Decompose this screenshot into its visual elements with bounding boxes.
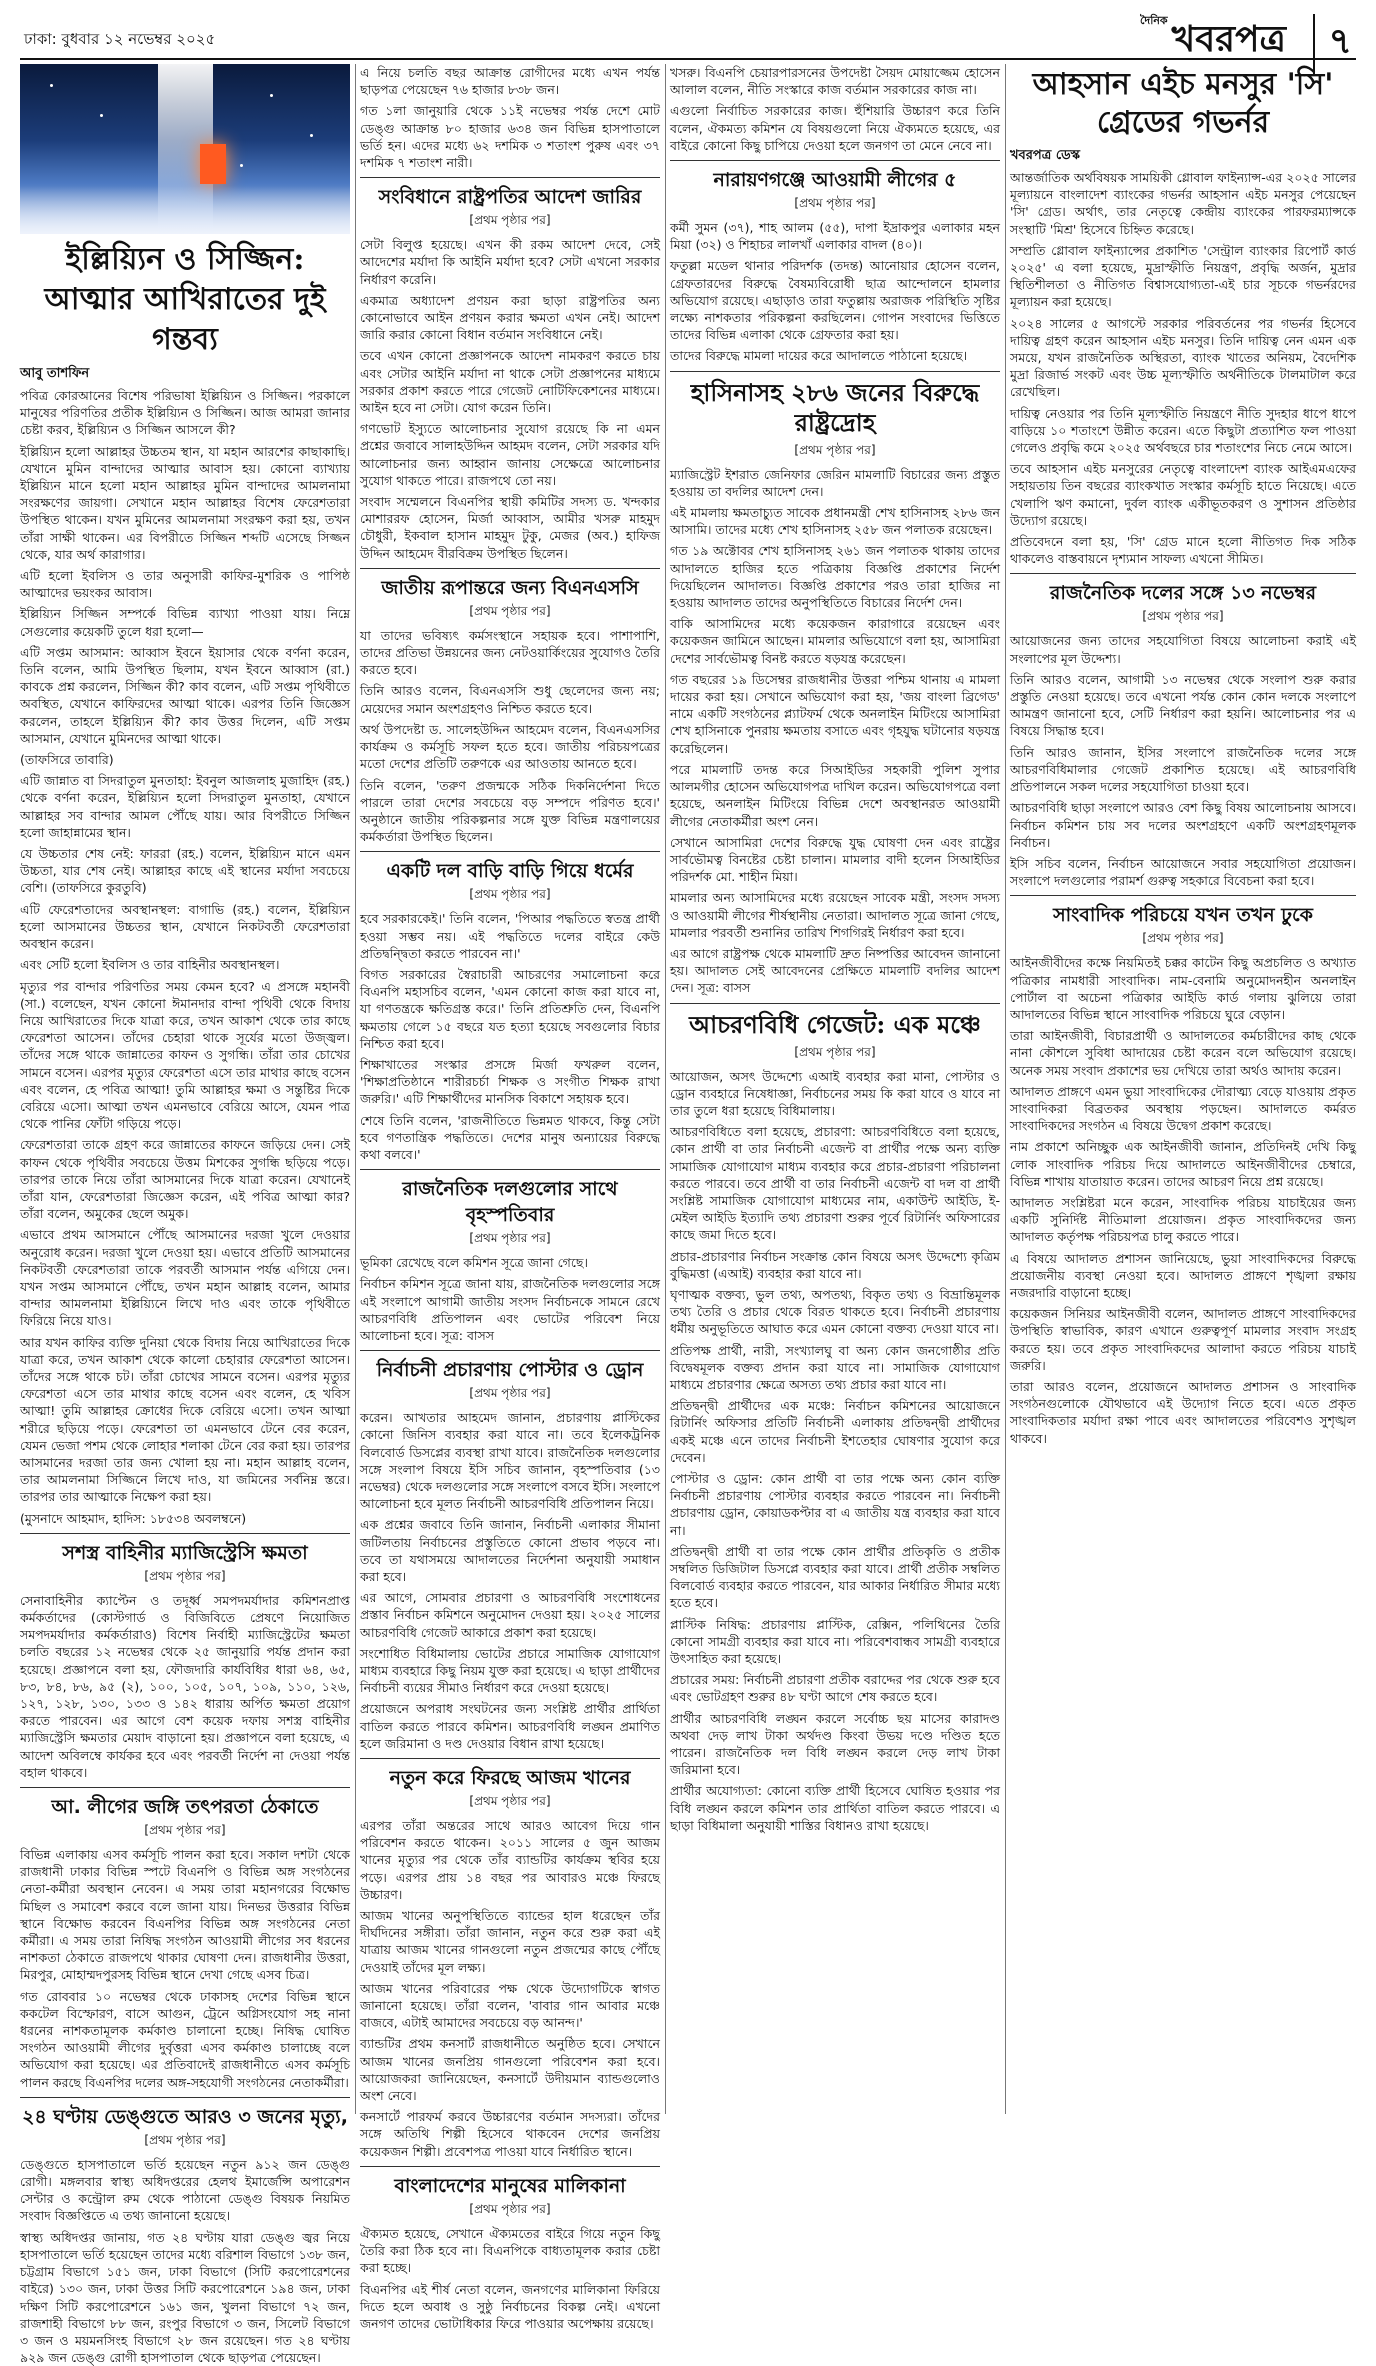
paragraph: এটি জান্নাত বা সিদরাতুল মুনতাহা: ইবনুল আজলাহ মুজাহিদ (রহ.) থেকে বর্ণনা করেন, ইল্লিয়্যিন হলো সিদরাতুল মুনতাহা, যেখানে আল্লাহর সব বান্দার আমল পৌঁছে যায়। আর বিপরীতে সিজ্জিন হলো জাহান্নামের স্থান।	[20, 773, 350, 840]
continuation-label: [প্রথম পৃষ্ঠার পর]	[469, 1794, 551, 1809]
paragraph: আন্তর্জাতিক অর্থবিষয়ক সাময়িকী গ্লোবাল ফাইন্যান্স-এর ২০২৫ সালের মূল্যায়নে বাংলাদেশ ব্যাংকের গভর্নর আহসান এইচ মনসুর পেয়েছেন 'সি' গ্রেড। অর্থাৎ, তার নেতৃত্বে কেন্দ্রীয় ব্যাংকের পারফরম্যান্সকে সংস্থাটি 'মিশ্র' হিসেবে চিহ্নিত করেছে।	[1010, 170, 1356, 237]
separator	[20, 1787, 350, 1788]
continuation-label: [প্রথম পৃষ্ঠার পর]	[794, 196, 876, 211]
paragraph: খসরু। বিএনপি চেয়ারপারসনের উপদেষ্টা সৈয়দ মোয়াজ্জেম হোসেন আলাল বলেন, নীতি সংস্কারে কাজ বর্তমান সরকারের কাজ না।	[670, 65, 1000, 98]
paragraph: ঐক্যমত হয়েছে, সেখানে ঐক্যমতের বাইরে গিয়ে নতুন কিছু তৈরি করা ঠিক হবে না। বিএনপিকে বাধ্যতামূলক করার চেষ্টা করা হচ্ছে।	[360, 2225, 660, 2276]
paragraph: তবে এখন কোনো প্রজ্ঞাপনকে আদেশ নামকরণ করতে চায় এবং সেটার আইনি মর্যাদা না থাকে সেটা প্রজ্ঞাপনের মাধ্যমে সরকার প্রকাশ করতে পারে গেজেট নোটিফিকেশনের মাধ্যমে। আইন হবে না সেটা। যোগ করেন তিনি।	[360, 348, 660, 416]
glowing-door	[200, 144, 226, 184]
paragraph: পবিত্র কোরআনের বিশেষ পরিভাষা ইল্লিয়্যিন ও সিজ্জিন। পরকালে মানুষের পরিণতির প্রতীক ইল্লিয়্যিন ও সিজ্জিন। আজ আমরা জানার চেষ্টা করব, ইল্লিয়্যিন ও সিজ্জিন আসলে কী?	[20, 388, 350, 438]
headline-rape: একটি দল বাড়ি বাড়ি গিয়ে ধর্মের	[386, 860, 634, 883]
paragraph: শিক্ষাখাতের সংস্কার প্রসঙ্গে মির্জা ফখরুল বলেন, 'শিক্ষাপ্রতিষ্ঠানে শারীরচর্চা শিক্ষক ও সংগীত শিক্ষক রাখা জরুরি।' এটি শিক্ষার্থীদের মানসিক বিকাশে সহায়ক হবে।	[360, 1056, 660, 1107]
byline-governor: খবরপত্র ডেস্ক	[1010, 148, 1081, 163]
separator	[20, 2097, 350, 2098]
star	[310, 134, 313, 137]
paragraph: মামলার অন্য আসামিদের মধ্যে রয়েছেন সাবেক মন্ত্রী, সংসদ সদস্য ও আওয়ামী লীগের শীর্ষস্থানীয় নেতারা। আদালত সূত্রে জানা গেছে, মামলার পরবর্তী শুনানির তারিখ শিগগিরই নির্ধারণ করা হবে।	[670, 890, 1000, 940]
continuation-label: [প্রথম পৃষ্ঠার পর]	[469, 1231, 551, 1246]
continuation-label: [প্রথম পৃষ্ঠার পর]	[794, 1044, 876, 1059]
continuation-label: [প্রথম পৃষ্ঠার পর]	[144, 1568, 226, 1583]
continuation-label: [প্রথম পৃষ্ঠার পর]	[794, 442, 876, 457]
paragraph: প্রার্থীর আচরণবিধি লঙ্ঘন করলে সর্বোচ্চ ছয় মাসের কারাদণ্ড অথবা দেড় লাখ টাকা অর্থদণ্ড কিংবা উভয় দণ্ডে দণ্ডিত হতে পারেন। রাজনৈতিক দল বিধি লঙ্ঘন করলে দেড় লাখ টাকা জরিমানা হবে।	[670, 1710, 1000, 1778]
paragraph: ম্যাজিস্ট্রেট ইশরাত জেনিফার জেরিন মামলাটি বিচারের জন্য প্রস্তুত হওয়ায় তা বদলির আদেশ দেন।	[670, 466, 1000, 499]
newspaper-logo	[1140, 12, 1286, 72]
paragraph: আদালত সংশ্লিষ্টরা মনে করেন, সাংবাদিক পরিচয় যাচাইয়ের জন্য একটি সুনির্দিষ্ট নীতিমালা প্রয়োজন। প্রকৃত সাংবাদিকদের জন্য আদালত কর্তৃপক্ষ পরিচয়পত্র চালু করতে পারে।	[1010, 1194, 1356, 1245]
paragraph: প্রচারের সময়: নির্বাচনী প্রচারণা প্রতীক বরাদ্দের পর থেকে শুরু হবে এবং ভোটগ্রহণ শুরুর ৪৮ ঘণ্টা আগে শেষ করতে হবে।	[670, 1672, 1000, 1705]
paragraph: বিএনপির এই শীর্ষ নেতা বলেন, জনগণের মালিকানা ফিরিয়ে দিতে হলে অবাধ ও সুষ্ঠু নির্বাচনের বিকল্প নেই। এখনো জনগণ তাদের ভোটাধিকার ফিরে পাওয়ার অপেক্ষায় রয়েছে।	[360, 2281, 660, 2331]
paragraph: সেটা বিলুপ্ত হয়েছে। এখন কী রকম আদেশ দেবে, সেই আদেশের মর্যাদা কি আইনি মর্যাদা হবে? সেটা এখনো সরকার নির্ধারণ করেনি।	[360, 237, 660, 287]
paragraph: যে উচ্চতার শেষ নেই: ফাররা (রহ.) বলেন, ইল্লিয়্যিন মানে এমন উচ্চতা, যার শেষ নেই। আল্লাহর কাছে এই স্থানের মর্যাদা সবচেয়ে বেশি। (তাফসিরে কুরতুবি)	[20, 846, 350, 896]
paragraph: ঘৃণাত্মক বক্তব্য, ভুল তথ্য, অপতথ্য, বিকৃত তথ্য ও বিভ্রান্তিমূলক তথ্য তৈরি ও প্রচার থেকে বিরত থাকতে হবে। নির্বাচনী প্রচারণায় ধর্মীয় অনুভূতিতে আঘাত করে এমন কোনো বক্তব্য দেওয়া যাবে না।	[670, 1286, 1000, 1337]
paragraph: এ বিষয়ে আদালত প্রশাসন জানিয়েছে, ভুয়া সাংবাদিকদের বিরুদ্ধে প্রয়োজনীয় ব্যবস্থা নেওয়া হবে। আদালত প্রাঙ্গণে শৃঙ্খলা রক্ষায় নজরদারি বাড়ানো হচ্ছে।	[1010, 1250, 1356, 1300]
paragraph: ব্যান্ডটির প্রথম কনসার্ট রাজধানীতে অনুষ্ঠিত হবে। সেখানে আজম খানের জনপ্রিয় গানগুলো পরিবেশন করা হবে। আয়োজকরা জানিয়েছেন, কনসার্টে উদীয়মান ব্যান্ডগুলোও অংশ নেবে।	[360, 2036, 660, 2104]
paragraph: এক প্রশ্নের জবাবে তিনি জানান, নির্বাচনী এলাকার সীমানা জটিলতায় নির্বাচনের প্রস্তুতিতে কোনো প্রভাব পড়বে না। তবে তা যথাসময়ে আদালতের নির্দেশনা অনুযায়ী সমাধান করা হবে।	[360, 1517, 660, 1584]
continuation-label: [প্রথম পৃষ্ঠার পর]	[1142, 931, 1224, 946]
separator	[670, 1003, 1000, 1004]
column-3	[670, 64, 1000, 2114]
paragraph: তবে আহসান এইচ মনসুরের নেতৃত্বে বাংলাদেশ ব্যাংক আইএমএফের সহায়তায় তিন বছরের ব্যাংকখাত সংস্কার কর্মসূচি হাতে নিয়েছে। এতে খেলাপি ঋণ কমানো, দুর্বল ব্যাংক একীভূতকরণ ও সুশাসন প্রতিষ্ঠার উদ্যোগ রয়েছে।	[1010, 461, 1356, 528]
byline-illiyin: আবু তাশফিন	[20, 366, 90, 381]
paragraph: বিভিন্ন এলাকায় এসব কর্মসূচি পালন করা হবে। সকাল দশটা থেকে রাজধানী ঢাকার বিভিন্ন স্পটে বিএনপি ও বিভিন্ন অঙ্গ সংগঠনের নেতা-কর্মীরা অবস্থান নেবেন। এ সময় তারা মহানগরের বিক্ষোভ মিছিল ও সমাবেশ করবে বলে জানা যায়। দিনভর উত্তরার বিভিন্ন স্থানে বিক্ষোভ করবেন বিএনপির বিভিন্ন অঙ্গ সংগঠনের নেতা কর্মীরা। এ সময় তারা নিষিদ্ধ সংগঠন আওয়ামী লীগের সব ধরনের নাশকতা ঠেকাতে রাজপথে থাকার ঘোষণা দেন। রাজধানীর উত্তরা, মিরপুর, মোহাম্মদপুরসহ বিভিন্ন স্থানে দেখা গেছে এসব চিত্র।	[20, 1847, 350, 1983]
headline-code-of-conduct: আচরণবিধি গেজেট: এক মঞ্চে	[689, 1009, 981, 1039]
paragraph: প্রার্থীর অযোগ্যতা: কোনো ব্যক্তি প্রার্থী হিসেবে ঘোষিত হওয়ার পর বিধি লঙ্ঘন করলে কমিশন তার প্রার্থিতা বাতিল করতে পারবে। এ ছাড়া বিধিমালা অনুযায়ী শাস্তির বিধানও রাখা হয়েছে।	[670, 1783, 1000, 1833]
column-2	[360, 64, 660, 2331]
paragraph: এই মামলায় ক্ষমতাচ্যুত সাবেক প্রধানমন্ত্রী শেখ হাসিনাসহ ২৮৬ জন আসামি। তাদের মধ্যে শেখ হাসিনাসহ ২৫৮ জন পলাতক রয়েছেন।	[670, 505, 1000, 538]
paragraph: আইনজীবীদের কক্ষে নিয়মিতই চক্কর কাটেন কিছু অপ্রচলিত ও অখ্যাত পত্রিকার নামধারী সাংবাদিক। নাম-বেনামি অনুমোদনহীন অনলাইন পোর্টাল বা অচেনা পত্রিকার আইডি কার্ড গলায় ঝুলিয়ে তারা আদালতের বিভিন্ন স্থানে সাংবাদিক পরিচয়ে ঘুরে বেড়ান।	[1010, 955, 1356, 1022]
paragraph: নাম প্রকাশে অনিচ্ছুক এক আইনজীবী জানান, প্রতিদিনই দেখি কিছু লোক সাংবাদিক পরিচয় দিয়ে আদালতে আইনজীবীদের চেম্বারে, বিভিন্ন শাখায় যাতায়াত করেন। তাদের আচরণ নিয়ে প্রশ্ন রয়েছে।	[1010, 1139, 1356, 1189]
headline-al-militancy: আ. লীগের জঙ্গি তৎপরতা ঠেকাতে	[51, 1796, 319, 1819]
headline-political-parties: রাজনৈতিক দলের সঙ্গে ১৩ নভেম্বর	[1049, 582, 1317, 605]
paragraph: ফতুল্লা মডেল থানার পরিদর্শক (তদন্ত) আনোয়ার হোসেন বলেন, গ্রেফতারদের বিরুদ্ধে বৈষম্যবিরোধী ছাত্র আন্দোলনে হামলার অভিযোগ রয়েছে। এছাড়াও তারা ফতুল্লায় অরাজক পরিস্থিতি সৃষ্টির লক্ষ্যে নাশকতার পরিকল্পনা করছিলেন। গোপন সংবাদের ভিত্তিতে তাদের বিভিন্ন এলাকা থেকে গ্রেফতার করা হয়।	[670, 258, 1000, 343]
headline-bnp-national: জাতীয় রূপান্তরে জন্য বিএনএসসি	[381, 576, 639, 599]
paragraph: প্রতিদ্বন্দ্বী প্রার্থীদের এক মঞ্চে: নির্বাচন কমিশনের আয়োজনে রিটার্নিং অফিসার প্রতিটি নির্বাচনী এলাকায় প্রতিদ্বন্দ্বী প্রার্থীদের একই মঞ্চে এনে তাদের নির্বাচনী ইশতেহার ঘোষণার সুযোগ করে দেবেন।	[670, 1398, 1000, 1465]
paragraph: প্রচার-প্রচারণার নির্বাচন সংক্রান্ত কোন বিষয়ে অসৎ উদ্দেশ্যে কৃত্রিম বুদ্ধিমত্তা (এআই) ব্যবহার করা যাবে না।	[670, 1248, 1000, 1281]
paragraph: আচরণবিধিতে বলা হয়েছে, প্রচারণা: আচরণবিধিতে বলা হয়েছে, কোন প্রার্থী বা তার নির্বাচনী এজেন্ট বা প্রার্থীর পক্ষে অন্য ব্যক্তি সামাজিক যোগাযোগ মাধ্যম ব্যবহার করে প্রচার-প্রচারণা পরিচালনা করতে পারবে। তবে প্রার্থী বা তার নির্বাচনী এজেন্ট বা দল বা প্রার্থী সংশ্লিষ্ট সামাজিক যোগাযোগ মাধ্যমের নাম, একাউন্ট আইডি, ই-মেইল আইডি ইত্যাদি তথ্য প্রচারণা শুরুর পূর্বে রিটার্নিং অফিসারের কাছে জমা দিতে হবে।	[670, 1124, 1000, 1243]
paragraph: স্বাস্থ্য অধিদপ্তর জানায়, গত ২৪ ঘণ্টায় যারা ডেঙ্গু জ্বর নিয়ে হাসপাতালে ভর্তি হয়েছেন তাদের মধ্যে বরিশাল বিভাগে ১৩৮ জন, চট্টগ্রাম বিভাগে ১৫১ জন, ঢাকা বিভাগে (সিটি করপোরেশনের বাইরে) ১৩০ জন, ঢাকা উত্তর সিটি করপোরেশনে ১৯৪ জন, ঢাকা দক্ষিণ সিটি করপোরেশনে ১৬১ জন, খুলনা বিভাগে ৭২ জন, রাজশাহী বিভাগে ৮৮ জন, রংপুর বিভাগে ৩ জন, সিলেট বিভাগে ৩ জন ও ময়মনসিংহ বিভাগে ২৮ জন রয়েছেন। গত ২৪ ঘণ্টায় ৯২৯ জন ডেঙ্গু রোগী হাসপাতাল থেকে ছাড়পত্র পেয়েছেন।	[20, 2229, 350, 2366]
clouds	[20, 186, 350, 234]
paragraph: হবে সরকারকেই।' তিনি বলেন, 'পিআর পদ্ধতিতে স্বতন্ত্র প্রার্থী হওয়া সম্ভব নয়। এই পদ্ধতিতে দলের বাইরে কেউ প্রতিদ্বন্দ্বিতা করতে পারবেন না।'	[360, 911, 660, 961]
star	[270, 94, 273, 97]
separator	[360, 851, 660, 852]
paragraph: প্রতিদ্বন্দ্বী প্রার্থী বা তার পক্ষে কোন প্রার্থীর প্রতিকৃতি ও প্রতীক সম্বলিত ডিজিটাল ডিসপ্লে ব্যবহার করা যাবে। প্রার্থী প্রতীক সম্বলিত বিলবোর্ড ব্যবহার করতে পারবেন, যার আকার নির্ধারিত সীমার মধ্যে হতে হবে।	[670, 1543, 1000, 1611]
paragraph: তারা আরও বলেন, প্রয়োজনে আদালত প্রশাসন ও সাংবাদিক সংগঠনগুলোকে যৌথভাবে এই উদ্যোগ নিতে হবে। এতে প্রকৃত সাংবাদিকতার মর্যাদা রক্ষা পাবে এবং আদালতের পরিবেশও সুশৃঙ্খল থাকবে।	[1010, 1378, 1356, 1446]
separator	[670, 371, 1000, 372]
separator	[1010, 573, 1356, 574]
column-rule	[355, 64, 356, 2114]
paragraph: আজম খানের পরিবারের পক্ষ থেকে উদ্যোগটিকে স্বাগত জানানো হয়েছে। তাঁরা বলেন, 'বাবার গান আবার মঞ্চে বাজবে, এটাই আমাদের সবচেয়ে বড় আনন্দ।'	[360, 1980, 660, 2031]
paragraph: ডেঙ্গুতে হাসপাতালে ভর্তি হয়েছেন নতুন ৯১২ জন ডেঙ্গু রোগী। মঙ্গলবার স্বাস্থ্য অধিদপ্তরের হেলথ ইমার্জেন্সি অপারেশন সেন্টার ও কন্ট্রোল রুম থেকে পাঠানো ডেঙ্গু বিষয়ক নিয়মিত সংবাদ বিজ্ঞপ্তিতে এ তথ্য জানানো হয়েছে।	[20, 2156, 350, 2224]
paragraph: একমাত্র অধ্যাদেশ প্রণয়ন করা ছাড়া রাষ্ট্রপতির অন্য কোনোভাবে আইন প্রণয়ন করার ক্ষমতা এখন নেই। আদেশ জারি করার কোনো বিধান বর্তমান সংবিধানে নেই।	[360, 292, 660, 343]
paragraph: এর আগে রাষ্ট্রপক্ষ থেকে মামলাটি দ্রুত নিষ্পত্তির আবেদন জানানো হয়। আদালত সেই আবেদনের প্রেক্ষিতে মামলাটি বদলির আদেশ দেন। সূত্র: বাসস	[670, 945, 1000, 996]
paragraph: তারা আইনজীবী, বিচারপ্রার্থী ও আদালতের কর্মচারীদের কাছ থেকে নানা কৌশলে সুবিধা আদায়ের চেষ্টা করেন বলে অভিযোগ রয়েছে। অনেক সময় সংবাদ প্রকাশের ভয় দেখিয়ে তারা অর্থও আদায় করেন।	[1010, 1028, 1356, 1078]
separator	[360, 568, 660, 569]
paragraph: নির্বাচন কমিশন সূত্রে জানা যায়, রাজনৈতিক দলগুলোর সঙ্গে এই সংলাপে আগামী জাতীয় সংসদ নির্বাচনকে সামনে রেখে আচরণবিধি প্রতিপালন এবং ভোটের পরিবেশ নিয়ে আলোচনা হবে। সূত্র: বাসস	[360, 1276, 660, 1343]
continuation-label: [প্রথম পৃষ্ঠার পর]	[469, 887, 551, 902]
paragraph: সংবাদ সম্মেলনে বিএনপির স্থায়ী কমিটির সদস্য ড. খন্দকার মোশাররফ হোসেন, মির্জা আব্বাস, আমীর খসরু মাহমুদ চৌধুরী, ইকবাল হাসান মাহমুদ টুকু, মেজর (অব.) হাফিজ উদ্দিন আহমেদ বীরবিক্রম উপস্থিত ছিলেন।	[360, 494, 660, 561]
paragraph: প্রতিবেদনে বলা হয়, 'সি' গ্রেড মানে হলো নীতিগত দিক সঠিক থাকলেও বাস্তবায়নে দৃশ্যমান সাফল্য এখনো সীমিত।	[1010, 534, 1356, 567]
paragraph: ভূমিকা রেখেছে বলে কমিশন সূত্রে জানা গেছে।	[360, 1255, 588, 1271]
paragraph: করেন। আখতার আহমেদ জানান, প্রচারণায় প্লাস্টিকের কোনো জিনিস ব্যবহার করা যাবে না। তবে ইলেকট্রনিক বিলবোর্ড ডিসপ্লের ব্যবস্থা রাখা যাবে। রাজনৈতিক দলগুলোর সঙ্গে সংলাপ বিষয়ে ইসি সচিব জানান, বৃহস্পতিবার (১৩ নভেম্বর) থেকে দলগুলোর সঙ্গে সংলাপে বসবে ইসি। সংলাপে আলোচনা হবে মূলত নির্বাচনী আচরণবিধি প্রতিপালন নিয়ে।	[360, 1410, 660, 1512]
continuation-label: [প্রথম পৃষ্ঠার পর]	[469, 213, 551, 228]
separator	[360, 2166, 660, 2167]
star	[240, 164, 243, 167]
headline-hasina: হাসিনাসহ ২৮৬ জনের বিরুদ্ধে রাষ্ট্রদ্রোহ	[690, 377, 980, 437]
column-rule	[665, 64, 666, 2114]
paragraph: বাকি আসামিদের মধ্যে কয়েকজন কারাগারে রয়েছেন এবং কয়েকজন জামিনে আছেন। মামলার অভিযোগে বলা হয়, আসামিরা দেশের সার্বভৌমত্ব বিনষ্ট করতে ষড়যন্ত্র করেছেন।	[670, 616, 1000, 666]
paragraph: গত বছরের ১৯ ডিসেম্বর রাজধানীর উত্তরা পশ্চিম থানায় এ মামলা দায়ের করা হয়। সেখানে অভিযোগ করা হয়, 'জয় বাংলা ব্রিগেড' নামে একটি সংগঠনের প্ল্যাটফর্ম থেকে অনলাইন মিটিংয়ে আসামিরা শেখ হাসিনাকে পুনরায় ক্ষমতায় বসাতে এবং গৃহযুদ্ধ ঘটানোর ষড়যন্ত্র করেছিলেন।	[670, 671, 1000, 756]
paragraph: তিনি আরও বলেন, আগামী ১৩ নভেম্বর থেকে সংলাপ শুরু করার প্রস্তুতি নেওয়া হয়েছে। তবে এখনো পর্যন্ত কোন কোন দলকে সংলাপে আমন্ত্রণ জানানো হবে, সেটি নির্ধারণ করা হয়নি। আলোচনার পর এ বিষয়ে সিদ্ধান্ত হবে।	[1010, 671, 1356, 739]
paragraph: তিনি আরও বলেন, বিএনএসসি শুধু ছেলেদের জন্য নয়; মেয়েদের সমান অংশগ্রহণও নিশ্চিত করতে হবে।	[360, 683, 660, 716]
star	[100, 114, 103, 117]
headline-thursday: রাজনৈতিক দলগুলোর সাথে বৃহস্পতিবার	[402, 1178, 618, 1227]
article-photo	[20, 64, 350, 234]
logo-text: খবরপত্র	[1171, 18, 1286, 60]
paragraph: গণভোট ইস্যুতে আলোচনার সুযোগ রয়েছে কি না এমন প্রশ্নের জবাবে সালাহউদ্দিন আহমদ বলেন, সেটা সরকার যদি আলোচনার জন্য আহ্বান জানায় সেক্ষেত্রে আলোচনার সুযোগ থাকতে পারে। রাজপথে তো নয়।	[360, 421, 660, 488]
paragraph: শেষে তিনি বলেন, 'রাজনীতিতে ভিন্নমত থাকবে, কিন্তু সেটা হবে গণতান্ত্রিক পদ্ধতিতে। দেশের মানুষ অন্যায়ের বিরুদ্ধে কথা বলবে।'	[360, 1112, 660, 1162]
paragraph: গত ১৯ অক্টোবর শেখ হাসিনাসহ ২৬১ জন পলাতক থাকায় তাদের আদালতে হাজির হতে পত্রিকায় বিজ্ঞপ্তি প্রকাশের নির্দেশ দিয়েছিলেন আদালত। বিজ্ঞপ্তি প্রকাশের পরও তারা হাজির না হওয়ায় আদালত তাদের অনুপস্থিতিতে বিচারের নির্দেশ দেন।	[670, 543, 1000, 611]
paragraph: যা তাদের ভবিষ্যৎ কর্মসংস্থানে সহায়ক হবে। পাশাপাশি, তাদের প্রতিভা উন্নয়নের জন্য নেটওয়ার্কিংয়ের সুযোগও তৈরি করতে হবে।	[360, 627, 660, 678]
paragraph: বিগত সরকারের স্বৈরাচারী আচরণের সমালোচনা করে বিএনপি মহাসচিব বলেন, 'এমন কোনো কাজ করা যাবে না, যা গণতন্ত্রকে ক্ষতিগ্রস্ত করে।' তিনি প্রতিশ্রুতি দেন, বিএনপি ক্ষমতায় গেলে ১৫ বছরে যত হত্যা হয়েছে সবগুলোর বিচার নিশ্চিত করা হবে।	[360, 966, 660, 1051]
headline-governor: আহসান এইচ মনসুর 'সি' গ্রেডের গভর্নর	[1032, 67, 1334, 140]
column-1	[20, 64, 350, 2366]
paragraph: এরপর তাঁরা অন্তরের সাথে আরও আবেগ দিয়ে গান পরিবেশন করতে থাকেন। ২০১১ সালের ৫ জুন আজম খানের মৃত্যুর পর থেকে তাঁর ব্যান্ডটির কার্যক্রম স্থবির হয়ে পড়ে। এরপর প্রায় ১৪ বছর পর আবারও মঞ্চে ফিরছে উচ্চারণ।	[360, 1818, 660, 1902]
logo-prefix: দৈনিক	[1139, 14, 1168, 27]
paragraph: এটি ফেরেশতাদের অবস্থানস্থল: বাগাভি (রহ.) বলেন, ইল্লিয়্যিন হলো আসমানের উচ্চতর স্থান, যেখানে নিকটবর্তী ফেরেশতারা অবস্থান করেন।	[20, 901, 350, 952]
paragraph: পরে মামলাটি তদন্ত করে সিআইডির সহকারী পুলিশ সুপার আলমগীর হোসেন অভিযোগপত্র দাখিল করেন। অভিযোগপত্রে বলা হয়েছে, অনলাইন মিটিংয়ে বিভিন্ন দেশে অবস্থানরত আওয়ামী লীগের নেতাকর্মীরা অংশ নেন।	[670, 761, 1000, 829]
separator	[360, 1758, 660, 1759]
paragraph: পোস্টার ও ড্রোন: কোন প্রার্থী বা তার পক্ষে অন্য কোন ব্যক্তি নির্বাচনী প্রচারণায় পোস্টার ব্যবহার করতে পারবেন না। নির্বাচনী প্রচারণায় ড্রোন, কোয়াডকপ্টার বা এ জাতীয় যন্ত্র ব্যবহার করা যাবে না।	[670, 1471, 1000, 1538]
paragraph: আচরণবিধি ছাড়া সংলাপে আরও বেশ কিছু বিষয় আলোচনায় আসবে। নির্বাচন কমিশন চায় সব দলের অংশগ্রহণে একটি অংশগ্রহণমূলক নির্বাচন।	[1010, 800, 1356, 850]
headline-journalists: সাংবাদিক পরিচয়ে যখন তখন ঢুকে	[1053, 904, 1313, 927]
headline-illiyin: ইল্লিয়্যিন ও সিজ্জিন: আত্মার আখিরাতের দুই গন্তব্য	[44, 242, 326, 357]
paragraph: ইসি সচিব বলেন, নির্বাচন আয়োজনে সবার সহযোগিতা প্রয়োজন। সংলাপে দলগুলোর পরামর্শ গুরুত্ব সহকারে বিবেচনা করা হবে।	[1010, 855, 1356, 889]
separator	[670, 160, 1000, 161]
column-rule	[1005, 64, 1006, 2114]
headline-posters: নির্বাচনী প্রচারণায় পোস্টার ও ড্রোন	[376, 1359, 644, 1382]
paragraph: মৃত্যুর পর বান্দার পরিণতির সময় কেমন হবে? এ প্রসঙ্গে মহানবী (সা.) বলেছেন, যখন কোনো ঈমানদার বান্দা পৃথিবী থেকে বিদায় নিয়ে আখিরাতের দিকে যাত্রা করে, তখন আকাশ থেকে তার কাছে ফেরেশতা আসেন। তাঁদের চেহারা থাকে সূর্যের মতো উজ্জ্বল। তাঁদের সঙ্গে থাকে জান্নাতের কাফন ও সুগন্ধি। তাঁরা তার চোখের সামনে বসেন। এরপর মৃত্যুর ফেরেশতা এসে তার মাথার কাছে বসেন এবং বলেন, হে পবিত্র আত্মা! তুমি আল্লাহর ক্ষমা ও সন্তুষ্টির দিকে বেরিয়ে এসো। আত্মা তখন এমনভাবে বেরিয়ে আসে, যেমন পাত্র থেকে পানির ফোঁটা গড়িয়ে পড়ে।	[20, 978, 350, 1132]
paragraph: দায়িত্ব নেওয়ার পর তিনি মূল্যস্ফীতি নিয়ন্ত্রণে নীতি সুদহার ধাপে ধাপে বাড়িয়ে ১০ শতাংশে উন্নীত করেন। এতে কিছুটা প্রত্যাশিত ফল পাওয়া গেলেও প্রবৃদ্ধি কমে ২০২৫ অর্থবছরে চার শতাংশের নিচে নেমে আসে।	[1010, 405, 1356, 456]
paragraph: আদালত প্রাঙ্গণে এমন ভুয়া সাংবাদিকের দৌরাত্ম্য বেড়ে যাওয়ায় প্রকৃত সাংবাদিকরা বিব্রতকর অবস্থায় পড়ছেন। আদালতে কর্মরত সাংবাদিকদের সংগঠন এ বিষয়ে উদ্বেগ প্রকাশ করেছে।	[1010, 1083, 1356, 1134]
paragraph: এগুলো নির্বাচিত সরকারের কাজ। হুঁশিয়ারি উচ্চারণ করে তিনি বলেন, ঐকমত্য কমিশন যে বিষয়গুলো নিয়ে ঐক্যমতে হয়েছে, এর বাইরে কোনো কিছু চাপিয়ে দেওয়া হলে জনগণ তা মেনে নেবে না।	[670, 103, 1000, 153]
paragraph: ফেরেশতারা তাকে গ্রহণ করে জান্নাতের কাফনে জড়িয়ে দেন। সেই কাফন থেকে পৃথিবীর সবচেয়ে উত্তম মিশকের সুগন্ধি ছড়িয়ে পড়ে। তারপর তাকে নিয়ে তাঁরা আসমানের দিকে যাত্রা করেন। যেখানেই তাঁরা যান, ফেরেশতারা জিজ্ঞেস করেন, এই পবিত্র আত্মা কার? তাঁরা বলেন, অমুকের ছেলে অমুক।	[20, 1137, 350, 1222]
paragraph: সেনাবাহিনীর ক্যাপ্টেন ও তদূর্ধ্ব সমপদমর্যাদার কমিশনপ্রাপ্ত কর্মকর্তাদের (কোস্টগার্ড ও বিজিবিতে প্রেষণে নিয়োজিত সমপদমর্যাদার কর্মকর্তারাও) বিশেষ নির্বাহী ম্যাজিস্ট্রেটের ক্ষমতা চলতি বছরের ১২ নভেম্বর থেকে ২৫ জানুয়ারি পর্যন্ত প্রদান করা হয়েছে। প্রজ্ঞাপনে বলা হয়, ফৌজদারি কার্যবিধির ধারা ৬৪, ৬৫, ৮৩, ৮৪, ৮৬, ৯৫ (২), ১০০, ১০৫, ১০৭, ১০৯, ১১০, ১২৬, ১২৭, ১২৮, ১৩০, ১৩৩ ও ১৪২ ধারায় অর্পিত ক্ষমতা প্রয়োগ করতে পারবেন। এর আগে বেশ কয়েক দফায় সশস্ত্র বাহিনীর ম্যাজিস্ট্রেসি ক্ষমতার মেয়াদ বাড়ানো হয়। প্রজ্ঞাপনে বলা হয়েছে, এ আদেশ অবিলম্বে কার্যকর হবে এবং পরবর্তী নির্দেশ না দেওয়া পর্যন্ত বহাল থাকবে।	[20, 1592, 350, 1780]
paragraph: গত ১লা জানুয়ারি থেকে ১১ই নভেম্বর পর্যন্ত দেশে মোট ডেঙ্গু আক্রান্ত ৮০ হাজার ৬৩৪ জন বিভিন্ন হাসপাতালে ভর্তি হন। এদের মধ্যে ৬২ দশমিক ৩ শতাংশ পুরুষ এবং ৩৭ দশমিক ৭ শতাংশ নারী।	[360, 103, 660, 171]
headline-constitution: সংবিধানে রাষ্ট্রপতির আদেশ জারির	[378, 186, 642, 209]
paragraph: ২০২৪ সালের ৫ আগস্টে সরকার পরিবর্তনের পর গভর্নর হিসেবে দায়িত্ব গ্রহণ করেন আহসান এইচ মনসুর। তিনি দায়িত্ব নেন এমন এক সময়ে, যখন রাজনৈতিক অস্থিরতা, ব্যাংক খাতের অনিয়ম, বৈদেশিক মুদ্রা রিজার্ভ সংকট এবং উচ্চ মূল্যস্ফীতি অর্থনীতিকে টালমাটাল করে রেখেছিল।	[1010, 315, 1356, 400]
headline-ownership: বাংলাদেশের মানুষের মালিকানা	[394, 2174, 626, 2197]
paragraph: কনসার্টে পারফর্ম করবে উচ্চারণের বর্তমান সদস্যরা। তাঁদের সঙ্গে অতিথি শিল্পী হিসেবে থাকবেন দেশের জনপ্রিয় কয়েকজন শিল্পী। প্রবেশপত্র পাওয়া যাবে নির্ধারিত স্থানে।	[360, 2109, 660, 2159]
paragraph: অর্থ উপদেষ্টা ড. সালেহউদ্দিন আহমেদ বলেন, বিএনএসসির কার্যক্রম ও কর্মসূচি সফল হতে হবে। জাতীয় পরিচয়পত্রের মতো দেশের প্রতিটি তরুণকে এর আওতায় আনতে হবে।	[360, 721, 660, 772]
issue-date: ঢাকা: বুধবার ১২ নভেম্বর ২০২৫	[24, 30, 216, 48]
paragraph: এটি হলো ইবলিস ও তার অনুসারী কাফির-মুশরিক ও পাপিষ্ঠ আত্মাদের ভয়ংকর আবাস।	[20, 568, 350, 601]
paragraph: (তাফসিরে তাবারি)	[20, 752, 114, 768]
paragraph: এ নিয়ে চলতি বছর আক্রান্ত রোগীদের মধ্যে এখন পর্যন্ত ছাড়পত্র পেয়েছেন ৭৬ হাজার ৮৩৮ জন।	[360, 65, 660, 98]
paragraph: এবং সেটি হলো ইবলিস ও তার বাহিনীর অবস্থানস্থল।	[20, 957, 280, 973]
paragraph: সম্প্রতি গ্লোবাল ফাইন্যান্সের প্রকাশিত 'সেন্ট্রাল ব্যাংকার রিপোর্ট কার্ড ২০২৫' এ বলা হয়েছে, মুদ্রাস্ফীতি নিয়ন্ত্রণ, প্রবৃদ্ধি অর্জন, মুদ্রার স্থিতিশীলতা ও নীতিগত বিশ্বাসযোগ্যতা-এই চার সূচকে গভর্নরদের মূল্যায়ন করা হয়েছে।	[1010, 242, 1356, 310]
paragraph: সংশোধিত বিধিমালায় ভোটের প্রচারে সামাজিক যোগাযোগ মাধ্যম ব্যবহারে কিছু নিয়ম যুক্ত করা হয়েছে। এ ছাড়া প্রার্থীদের নির্বাচনী ব্যয়ের সীমাও নির্ধারণ করে দেওয়া হয়েছে।	[360, 1645, 660, 1696]
paragraph: এর আগে, সোমবার প্রচারণা ও আচরণবিধি সংশোধনের প্রস্তাব নির্বাচন কমিশনে অনুমোদন দেওয়া হয়। ২০২৫ সালের আচরণবিধি গেজেট আকারে প্রকাশ করা হয়েছে।	[360, 1590, 660, 1640]
continuation-label: [প্রথম পৃষ্ঠার পর]	[469, 1386, 551, 1401]
paragraph: কর্মী সুমন (৩৭), শাহ আলম (৫৫), দাপা ইদ্রাকপুর এলাকার মহন মিয়া (৩২) ও শিহাচর লালখাঁ এলাকার বাদল (৪০)।	[670, 220, 1000, 253]
headline-narayanganj: নারায়ণগঞ্জে আওয়ামী লীগের ৫	[713, 169, 957, 192]
paragraph: তাদের বিরুদ্ধে মামলা দায়ের করে আদালতে পাঠানো হয়েছে।	[670, 348, 968, 364]
paragraph: গত রোববার ১০ নভেম্বর থেকে ঢাকাসহ দেশের বিভিন্ন স্থানে ককটেল বিস্ফোরণ, বাসে আগুন, ট্রেনে অগ্নিসংযোগ সহ নানা ধরনের নাশকতামূলক কর্মকাণ্ড চালানো হচ্ছে। নিষিদ্ধ ঘোষিত সংগঠন আওয়ামী লীগের দুর্বৃত্তরা এসব কর্মকাণ্ড চালাচ্ছে বলে অভিযোগ করা হয়েছে। এর প্রতিবাদেই রাজধানীতে এসব কর্মসূচি পালন করছে বিএনপির দলের অঙ্গ-সহযোগী সংগঠনের নেতাকর্মীরা।	[20, 1988, 350, 2090]
paragraph: প্লাস্টিক নিষিদ্ধ: প্রচারণায় প্লাস্টিক, রেক্সিন, পলিথিনের তৈরি কোনো সামগ্রী ব্যবহার করা যাবে না। পরিবেশবান্ধব সামগ্রী ব্যবহারে উৎসাহিত করা হয়েছে।	[670, 1616, 1000, 1667]
star	[50, 84, 53, 87]
headline-dengue: ২৪ ঘণ্টায় ডেঙ্গুতে আরও ৩ জনের মৃত্যু,	[22, 2105, 348, 2128]
continuation-label: [প্রথম পৃষ্ঠার পর]	[469, 603, 551, 618]
paragraph: সেখানে আসামিরা দেশের বিরুদ্ধে যুদ্ধ ঘোষণা দেন এবং রাষ্ট্রের সার্বভৌমত্ব বিনষ্টের চেষ্টা চালান। মামলার বাদী হলেন সিআইডির পরিদর্শক মো. শাহীন মিয়া।	[670, 834, 1000, 885]
paragraph: এটি সপ্তম আসমান: আব্বাস ইবনে ইয়াসার থেকে বর্ণনা করেন, তিনি বলেন, আমি উপস্থিত ছিলাম, যখন ইবনে আব্বাস (রা.) কাবকে প্রশ্ন করলেন, সিজ্জিন কী? কাব বলেন, এটি সপ্তম পৃথিবীতে অবস্থিত, যেখানে কাফিরদের আত্মা থাকে। এরপর তিনি জিজ্ঞেস করলেন, তাহলে ইল্লিয়্যিন কী? কাব উত্তর দিলেন, এটি সপ্তম আসমান, যেখানে মুমিনদের আত্মা থাকে।	[20, 644, 350, 746]
paragraph: প্রতিপক্ষ প্রার্থী, নারী, সংখ্যালঘু বা অন্য কোন জনগোষ্ঠীর প্রতি বিদ্বেষমূলক বক্তব্য প্রদান করা যাবে না। সামাজিক যোগাযোগ মাধ্যমে প্রচারণার ক্ষেত্রে অসত্য তথ্য প্রচার করা যাবে না।	[670, 1342, 1000, 1392]
paragraph: এভাবে প্রথম আসমানে পৌঁছে আসমানের দরজা খুলে দেওয়ার অনুরোধ করেন। দরজা খুলে দেওয়া হয়। এভাবে প্রতিটি আসমানের নিকটবর্তী ফেরেশতারা তাকে পরবর্তী আসমান পর্যন্ত এগিয়ে দেন। যখন সপ্তম আসমানে পৌঁছে, তখন মহান আল্লাহ বলেন, আমার বান্দার আমলনামা ইল্লিয়্যিনে লিখে দাও এবং তাকে পৃথিবীতে ফিরিয়ে নিয়ে যাও।	[20, 1227, 350, 1329]
continuation-label: [প্রথম পৃষ্ঠার পর]	[1142, 609, 1224, 624]
continuation-label: [প্রথম পৃষ্ঠার পর]	[469, 2201, 551, 2216]
paragraph: তিনি বলেন, 'তরুণ প্রজন্মকে সঠিক দিকনির্দেশনা দিতে পারলে তারা দেশের সবচেয়ে বড় সম্পদে পরিণত হবে।' অনুষ্ঠানে জাতীয় পরিকল্পনার সঙ্গে যুক্ত বিভিন্ন মন্ত্রণালয়ের কর্মকর্তারা উপস্থিত ছিলেন।	[360, 777, 660, 845]
paragraph: তিনি আরও জানান, ইসির সংলাপে রাজনৈতিক দলের সঙ্গে আচরণবিধিমালার গেজেট প্রকাশিত হয়েছে। এই আচরণবিধি প্রতিপালনে সকল দলের সহযোগিতা চাওয়া হবে।	[1010, 744, 1356, 795]
continuation-label: [প্রথম পৃষ্ঠার পর]	[144, 1823, 226, 1838]
paragraph: কয়েকজন সিনিয়র আইনজীবী বলেন, আদালত প্রাঙ্গণে সাংবাদিকদের উপস্থিতি স্বাভাবিক, কারণ এখানে গুরুত্বপূর্ণ মামলার সংবাদ সংগ্রহ করতে হয়। তবে প্রকৃত সাংবাদিকদের আলাদা করতে পরিচয় যাচাই জরুরি।	[1010, 1306, 1356, 1373]
paragraph: আয়োজন, অসৎ উদ্দেশ্যে এআই ব্যবহার করা মানা, পোস্টার ও ড্রোন ব্যবহারে নিষেধাজ্ঞা, নির্বাচনের সময় কি করা যাবে ও যাবে না তার তুলে ধরা হয়েছে বিধিমালায়।	[670, 1068, 1000, 1118]
masthead	[20, 10, 1356, 60]
page-number: ৭	[1313, 14, 1352, 74]
separator	[20, 1533, 350, 1534]
headline-armed-forces: সশস্ত্র বাহিনীর ম্যাজিস্ট্রেসি ক্ষমতা	[62, 1541, 308, 1564]
headline-azam-khan: নতুন করে ফিরছে আজম খানের	[389, 1767, 631, 1790]
separator	[360, 177, 660, 178]
paragraph: আর যখন কাফির ব্যক্তি দুনিয়া থেকে বিদায় নিয়ে আখিরাতের দিকে যাত্রা করে, তখন আকাশ থেকে কালো চেহারার ফেরেশতা আসেন। তাঁদের সঙ্গে থাকে চট। তাঁরা চোখের সামনে বসেন। এরপর মৃত্যুর ফেরেশতা এসে তার মাথার কাছে বসেন এবং বলেন, হে খবিস আত্মা! তুমি আল্লাহর ক্রোধের দিকে বেরিয়ে এসো। তখন আত্মা শরীরে ছড়িয়ে পড়ে। ফেরেশতা তা এমনভাবে টেনে বের করেন, যেমন ভেজা পশম থেকে লোহার শলাকা টেনে বের করা হয়। তারপর আসমানের দরজা তার জন্য খোলা হয় না। মহান আল্লাহ বলেন, তার আমলনামা সিজ্জিনে লিখে দাও, যা জমিনের সর্বনিম্ন স্তরে। তারপর তার আত্মাকে নিক্ষেপ করা হয়।	[20, 1334, 350, 1505]
separator	[360, 1169, 660, 1170]
paragraph: (মুসনাদে আহমাদ, হাদিস: ১৮৫৩৪ অবলম্বনে)	[20, 1510, 247, 1526]
paragraph: প্রয়োজনে অপরাধ সংঘটনের জন্য সংশ্লিষ্ট প্রার্থীর প্রার্থিতা বাতিল করতে পারবে কমিশন। আচরণবিধি লঙ্ঘন প্রমাণিত হলে জরিমানা ও দণ্ড দেওয়ার বিধান রাখা হয়েছে।	[360, 1701, 660, 1751]
continuation-label: [প্রথম পৃষ্ঠার পর]	[144, 2132, 226, 2147]
paragraph: ইল্লিয়্যিন হলো আল্লাহর উচ্চতম স্থান, যা মহান আরশের কাছাকাছি। যেখানে মুমিন বান্দাদের আত্মার আবাস হয়। কোনো ব্যাখ্যায় ইল্লিয়্যিন মানে হলো মহান আল্লাহর মুমিন বান্দাদের আমলনামা সংরক্ষণের জায়গা। সেখানে মহান আল্লাহর বিশেষ ফেরেশতারা উপস্থিত থাকেন। যখন মুমিনের আমলনামা সংরক্ষণ করা হয়, তখন তাঁরা সাক্ষী থাকেন। এর বিপরীতে সিজ্জিন শব্দটি এসেছে সিজ্জন থেকে, যার অর্থ কারাগার।	[20, 443, 350, 562]
paragraph: ইল্লিয়্যিন সিজ্জিন সম্পর্কে বিভিন্ন ব্যাখ্যা পাওয়া যায়। নিম্নে সেগুলোর কয়েকটি তুলে ধরা হলো—	[20, 606, 350, 639]
separator	[360, 1350, 660, 1351]
separator	[1010, 895, 1356, 896]
column-4	[1010, 64, 1356, 2114]
paragraph: আজম খানের অনুপস্থিতিতে ব্যান্ডের হাল ধরেছেন তাঁর দীর্ঘদিনের সঙ্গীরা। তাঁরা জানান, নতুন করে শুরু করা এই যাত্রায় আজম খানের গানগুলো নতুন প্রজন্মের কাছে পৌঁছে দেওয়াই তাঁদের মূল লক্ষ্য।	[360, 1908, 660, 1975]
paragraph: আয়োজনের জন্য তাদের সহযোগিতা বিষয়ে আলোচনা করাই এই সংলাপের মূল উদ্দেশ্য।	[1010, 633, 1356, 666]
